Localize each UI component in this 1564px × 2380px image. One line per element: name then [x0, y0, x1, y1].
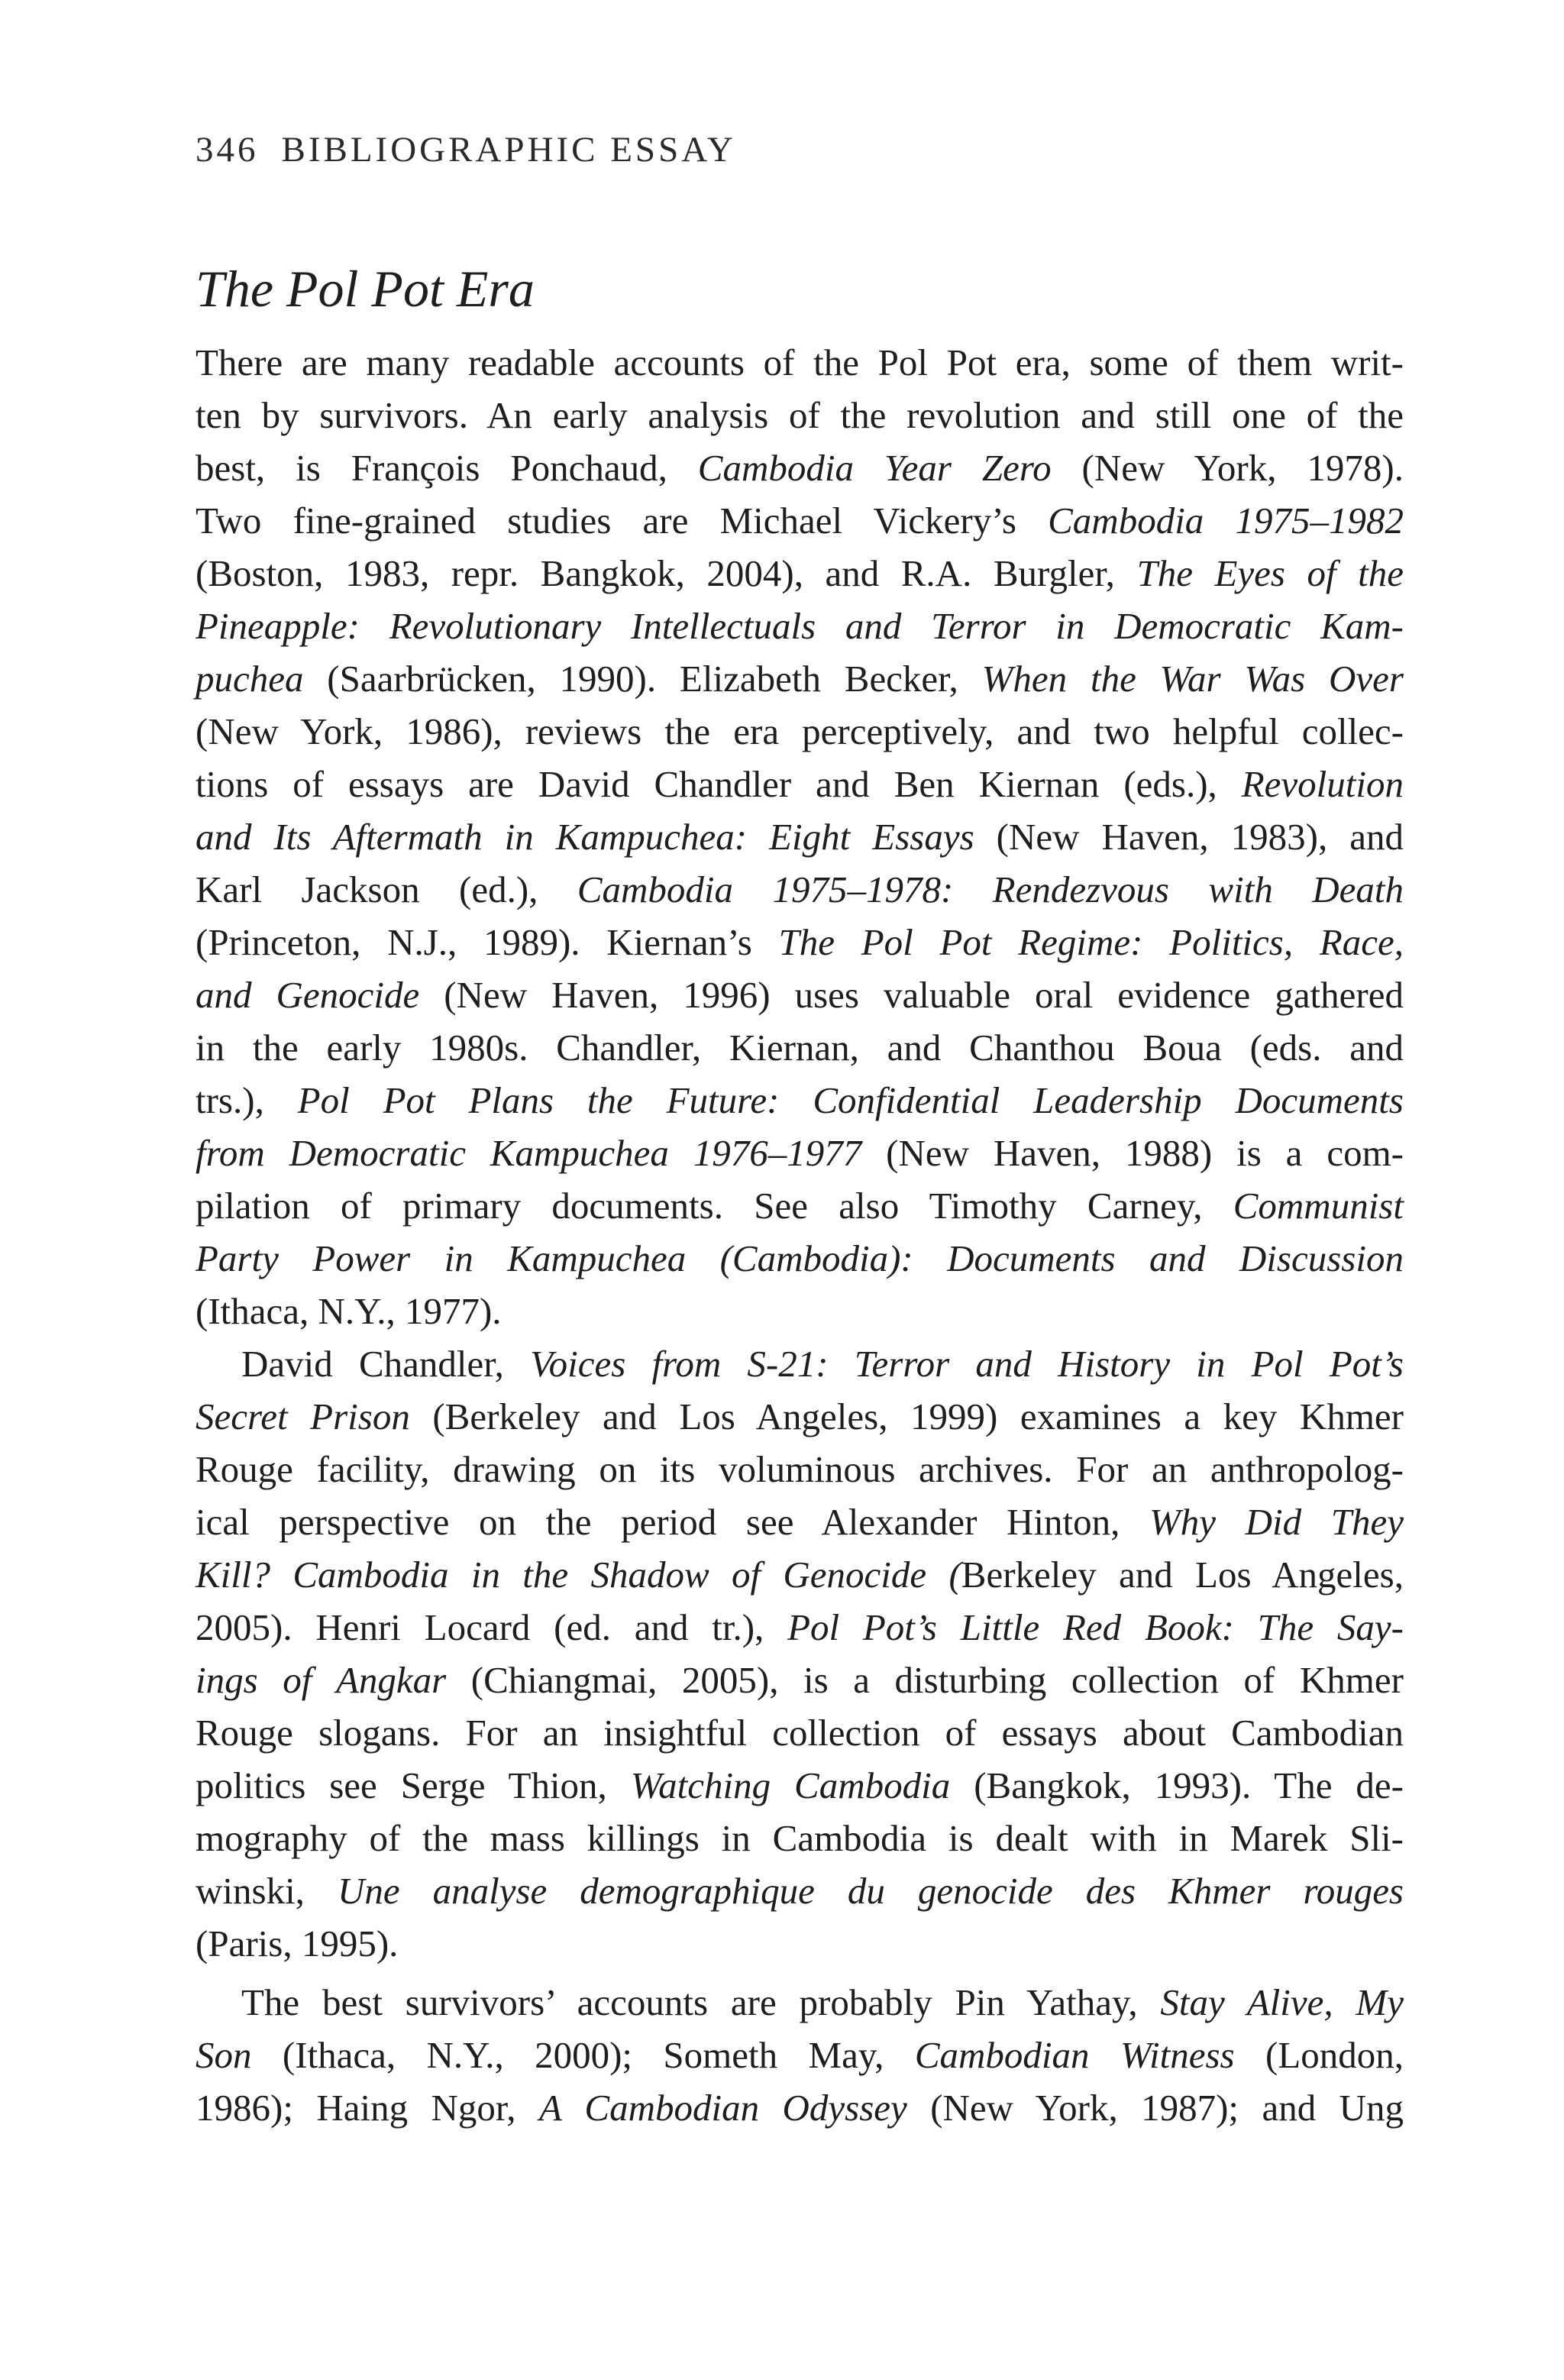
body-text-segment: (New Haven, 1988) is a com- — [861, 1132, 1404, 1174]
body-text-segment: politics see Serge Thion, — [196, 1764, 631, 1806]
text-line — [196, 968, 1404, 1021]
italic-title-text: Pineapple: Revolutionary Intellectuals and Terror in Democratic Kam- — [196, 605, 1404, 647]
body-text-segment: Rouge facility, drawing on its voluminous archives. For an anthropolog- — [196, 1448, 1404, 1490]
body-text-segment: The best survivors’ accounts are probably Pin Yathay, — [241, 1981, 1161, 2023]
italic-title-text: Stay Alive, My — [1160, 1981, 1404, 2023]
text-line — [196, 1232, 1404, 1285]
body-text-segment: 2005). Henri Locard (ed. and tr.), — [196, 1606, 788, 1648]
body-text-segment: (Ithaca, N.Y., 1977). — [196, 1290, 502, 1332]
body-text-segment: (Paris, 1995). — [196, 1922, 399, 1964]
body-text-segment: David Chandler, — [241, 1343, 531, 1385]
body-text-segment: There are many readable accounts of the Pol Pot era, some of them writ- — [196, 341, 1404, 383]
text-line — [196, 1812, 1404, 1864]
italic-title-text: Watching Cambodia — [630, 1764, 951, 1806]
section-title: The Pol Pot Era — [196, 260, 535, 318]
running-title: BIBLIOGRAPHIC ESSAY — [281, 130, 736, 170]
italic-title-text: ings of Angkar — [196, 1659, 447, 1701]
body-text-segment: (New York, 1987); and Ung — [906, 2087, 1404, 2129]
text-line — [196, 705, 1404, 758]
text-line — [196, 1976, 1404, 2029]
text-line — [196, 1021, 1404, 1074]
body-text-segment: Rouge slogans. For an insightful collection of essays about Cambodian — [196, 1712, 1404, 1754]
body-text-segment: (Princeton, N.J., 1989). Kiernan’s — [196, 921, 779, 963]
italic-title-text: When the War Was Over — [981, 658, 1404, 700]
italic-title-text: Pol Pot Plans the Future: Confidential Leadership Documents — [297, 1079, 1404, 1121]
text-line — [196, 810, 1404, 863]
italic-title-text: Cambodia Year Zero — [697, 447, 1052, 489]
body-text — [196, 336, 1404, 2134]
italic-title-text: Une analyse demographique du genocide des Khmer rouges — [337, 1870, 1404, 1912]
body-text-segment: (Boston, 1983, repr. Bangkok, 2004), and R.A. Burgler, — [196, 552, 1137, 594]
body-text-segment: mography of the mass killings in Cambodia is dealt with in Marek Sli- — [196, 1817, 1404, 1859]
body-text-segment: (New Haven, 1996) uses valuable oral evidence gathered — [419, 974, 1404, 1016]
italic-title-text: Kill? Cambodia in the Shadow of Genocide ( — [196, 1554, 961, 1596]
body-text-segment: Karl Jackson (ed.), — [196, 868, 577, 910]
body-text-segment: 1986); Haing Ngor, — [196, 2087, 539, 2129]
text-line — [196, 1759, 1404, 1812]
body-text-segment: tions of essays are David Chandler and Ben Kiernan (eds.), — [196, 763, 1242, 805]
body-text-segment: pilation of primary documents. See also Timothy Carney, — [196, 1185, 1233, 1227]
text-line — [196, 1601, 1404, 1654]
text-line — [196, 652, 1404, 705]
italic-title-text: and Its Aftermath in Kampuchea: Eight Essays — [196, 816, 974, 858]
body-text-segment: (Berkeley and Los Angeles, 1999) examines a key Khmer — [409, 1395, 1404, 1437]
text-line — [196, 1864, 1404, 1917]
italic-title-text: Cambodia 1975–1978: Rendezvous with Death — [577, 868, 1404, 910]
italic-title-text: Why Did They — [1149, 1501, 1404, 1543]
body-text-segment: Two fine-grained studies are Michael Vickery’s — [196, 500, 1049, 542]
italic-title-text: Voices from S-21: Terror and History in Pol Pot’s — [530, 1343, 1404, 1385]
body-text-segment: (New Haven, 1983), and — [974, 816, 1404, 858]
italic-title-text: Pol Pot’s Little Red Book: The Say- — [787, 1606, 1404, 1648]
page-number: 346 — [196, 130, 259, 170]
text-line — [196, 336, 1404, 389]
text-line — [196, 389, 1404, 441]
text-line — [196, 1127, 1404, 1179]
text-line — [196, 1337, 1404, 1390]
italic-title-text: Revolution — [1241, 763, 1404, 805]
italic-title-text: The Pol Pot Regime: Politics, Race, — [778, 921, 1404, 963]
italic-title-text: and Genocide — [196, 974, 420, 1016]
text-line — [196, 863, 1404, 916]
italic-title-text: A Cambodian Odyssey — [538, 2087, 907, 2129]
italic-title-text: from Democratic Kampuchea 1976–1977 — [196, 1132, 862, 1174]
text-line — [196, 1074, 1404, 1127]
text-line — [196, 1496, 1404, 1548]
body-text-segment: Berkeley and Los Angeles, — [961, 1554, 1404, 1596]
italic-title-text: Secret Prison — [196, 1395, 410, 1437]
italic-title-text: Cambodian Witness — [914, 2034, 1235, 2076]
body-text-segment: (Bangkok, 1993). The de- — [950, 1764, 1404, 1806]
text-line — [196, 1179, 1404, 1232]
body-text-segment: (New York, 1986), reviews the era perceptively, and two helpful collec- — [196, 710, 1404, 752]
text-line — [196, 916, 1404, 968]
text-line — [196, 547, 1404, 600]
text-line — [196, 441, 1404, 494]
text-line — [196, 1917, 1404, 1970]
text-line — [196, 2081, 1404, 2134]
italic-title-text: Party Power in Kampuchea (Cambodia): Documents and Discussion — [196, 1237, 1404, 1279]
text-line — [196, 2029, 1404, 2081]
body-text-segment: (Chiangmai, 2005), is a disturbing collection of Khmer — [446, 1659, 1404, 1701]
text-line — [196, 494, 1404, 547]
italic-title-text: The Eyes of the — [1136, 552, 1404, 594]
body-text-segment: ten by survivors. An early analysis of the revolution and still one of the — [196, 394, 1404, 436]
text-line — [196, 1654, 1404, 1706]
italic-title-text: puchea — [196, 658, 304, 700]
body-text-segment: best, is François Ponchaud, — [196, 447, 698, 489]
text-line — [196, 600, 1404, 652]
italic-title-text: Communist — [1233, 1185, 1404, 1227]
body-text-segment: (Ithaca, N.Y., 2000); Someth May, — [251, 2034, 915, 2076]
text-line — [196, 1443, 1404, 1496]
text-line — [196, 1390, 1404, 1443]
body-text-segment: trs.), — [196, 1079, 298, 1121]
text-line — [196, 1285, 1404, 1337]
italic-title-text: Cambodia 1975–1982 — [1048, 500, 1404, 542]
italic-title-text: Son — [196, 2034, 252, 2076]
body-text-segment: (New York, 1978). — [1051, 447, 1404, 489]
body-text-segment: winski, — [196, 1870, 338, 1912]
text-line — [196, 1706, 1404, 1759]
running-head — [196, 127, 736, 173]
body-text-segment: (London, — [1234, 2034, 1404, 2076]
body-text-segment: ical perspective on the period see Alexander Hinton, — [196, 1501, 1149, 1543]
body-text-segment: (Saarbrücken, 1990). Elizabeth Becker, — [303, 658, 982, 700]
text-line — [196, 1548, 1404, 1601]
body-text-segment: in the early 1980s. Chandler, Kiernan, and Chanthou Boua (eds. and — [196, 1027, 1404, 1069]
text-line — [196, 758, 1404, 810]
